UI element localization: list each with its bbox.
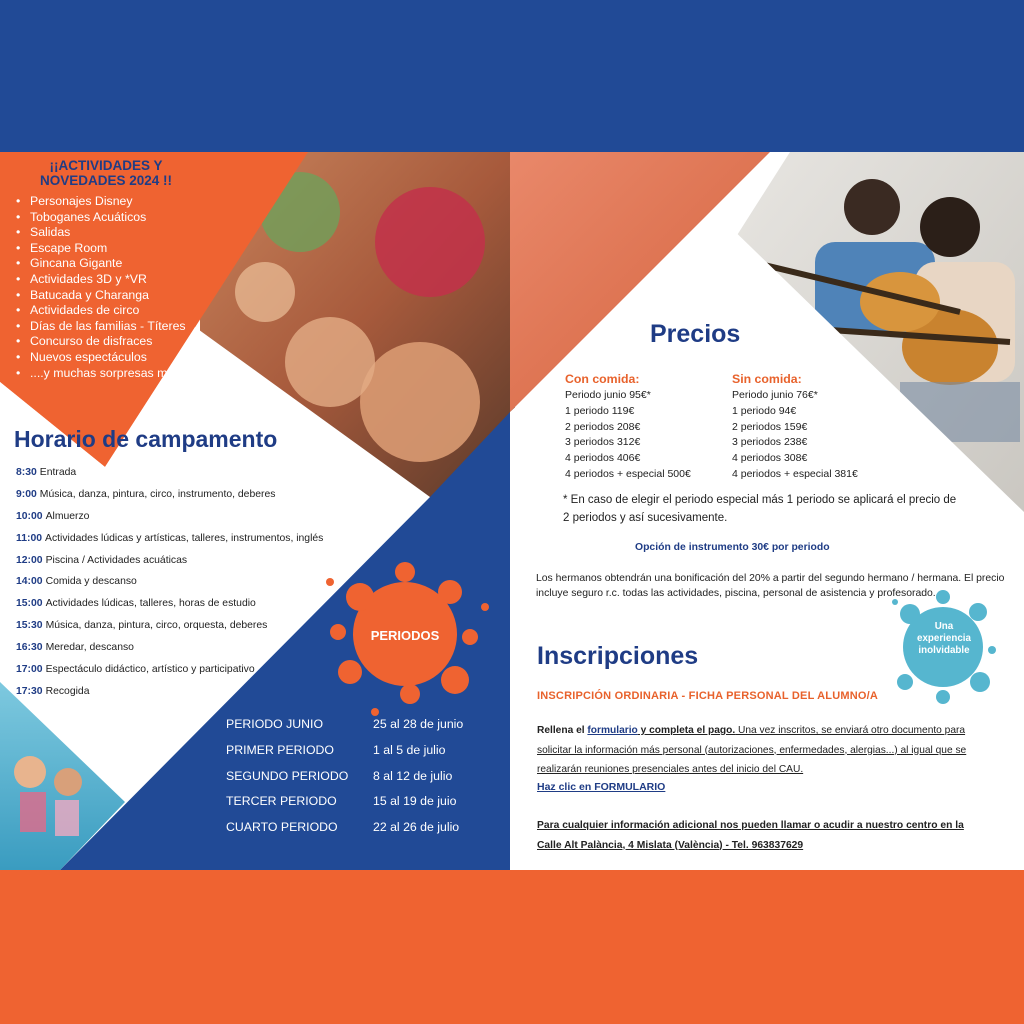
schedule-row: [16, 506, 323, 528]
siblings-discount-text: Los hermanos obtendrán una bonificación del 20% a partir del segundo hermano / hermana. El precio incluye seguro r.c. todas las actividades, piscina, personal de asistencia y profesorado.: [536, 573, 1005, 599]
schedule-activity: Música, danza, pintura, circo, instrumento, deberes: [39, 488, 276, 500]
activity-item: • Batucada y Charanga: [16, 288, 186, 304]
activities-title: [12, 158, 200, 188]
prices-with-meal: [565, 371, 691, 483]
activities-title-line-1: ¡¡ACTIVIDADES Y: [49, 158, 163, 173]
activity-item: • Actividades 3D y *VR: [16, 272, 186, 288]
brochure: [0, 152, 1024, 870]
schedule-time: 8:30: [16, 467, 37, 478]
instructions-rest: Una vez inscritos, se enviará otro documento para solicitar la información más personal (autorizaciones, enfermedades, alergias...) al igual que se realizarán reuniones presenciales antes del inicio del CAU.: [537, 725, 967, 775]
badge-line-2: experiencia: [917, 633, 971, 644]
activity-item: • Concurso de disfraces: [16, 334, 186, 350]
price-row: 4 periodos 406€: [565, 452, 641, 465]
schedule-time: 17:30: [16, 685, 43, 697]
badge-line-3: inolvidable: [918, 645, 970, 656]
activity-item: • ....y muchas sorpresas más!: [16, 366, 186, 382]
schedule-activity: Meredar, descanso: [45, 642, 134, 654]
period-name: SEGUNDO PERIODO: [226, 768, 349, 783]
schedule-row: [16, 659, 323, 681]
schedule-time: 14:00: [16, 576, 43, 588]
price-row: 2 periodos 159€: [732, 420, 808, 433]
schedule-row: [16, 528, 323, 550]
period-name: TERCER PERIODO: [226, 794, 337, 809]
instructions-start: Rellena el: [537, 725, 588, 736]
price-row: 4 periodos + especial 381€: [732, 467, 858, 480]
period-dates: 22 al 26 de julio: [373, 820, 460, 835]
schedule-row: [16, 681, 323, 703]
prices-with-meal-header: Con comida:: [565, 372, 640, 386]
period-dates: 15 al 19 de juio: [373, 794, 457, 809]
price-row: 3 periodos 238€: [732, 436, 808, 449]
contact-info: Para cualquier información adicional nos pueden llamar o acudir a nuestro centro en la Calle Alt Palància, 4 Mislata (València) - Tel. 963837629: [537, 820, 964, 851]
period-dates: 8 al 12 de julio: [373, 768, 453, 783]
period-dates: 1 al 5 de julio: [373, 742, 446, 757]
price-row: 3 periodos 312€: [565, 436, 641, 449]
schedule-activity: Actividades lúdicas, talleres, horas de estudio: [45, 598, 256, 610]
period-row: [226, 716, 463, 742]
activities-list: [16, 194, 186, 381]
form-click-link[interactable]: Haz clic en FORMULARIO: [537, 781, 666, 793]
period-name: PRIMER PERIODO: [226, 742, 334, 757]
price-row: 1 periodo 119€: [565, 404, 635, 417]
schedule-row: [16, 462, 323, 484]
badge-line-1: Una: [934, 621, 954, 632]
price-row: 4 periodos + especial 500€: [565, 467, 691, 480]
schedule-row: [16, 593, 323, 615]
schedule-time: 15:00: [16, 598, 43, 610]
inscriptions-subtitle: INSCRIPCIÓN ORDINARIA - FICHA PERSONAL DEL ALUMNO/A: [537, 690, 879, 702]
schedule-row: [16, 571, 323, 593]
price-row: Periodo junio 76€*: [732, 389, 818, 401]
activities-title-line-2: NOVEDADES 2024 !!: [39, 173, 173, 188]
activity-item: • Gincana Gigante: [16, 256, 186, 272]
price-row: 2 periodos 208€: [565, 420, 641, 433]
schedule-activity: Música, danza, pintura, circo, orquesta, deberes: [45, 620, 268, 632]
schedule-title: Horario de campamento: [14, 426, 278, 452]
schedule-row: [16, 550, 323, 572]
top-band: [0, 0, 1024, 152]
inscriptions-instructions: [537, 721, 982, 780]
price-row: 4 periodos 308€: [732, 452, 808, 465]
schedule-time: 11:00: [16, 532, 43, 544]
activity-item: • Salidas: [16, 225, 186, 241]
price-row: Periodo junio 95€*: [565, 389, 651, 401]
schedule-activity: Piscina / Actividades acuáticas: [45, 554, 188, 566]
bottom-band: [0, 870, 1024, 1024]
schedule-list: [16, 462, 323, 703]
period-name: PERIODO JUNIO: [226, 717, 324, 731]
period-row: [226, 819, 463, 845]
instructions-payment: y completa el pago.: [637, 725, 736, 736]
schedule-row: [16, 637, 323, 659]
period-row: [226, 768, 463, 794]
instrument-option: Opción de instrumento 30€ por periodo: [635, 542, 830, 553]
schedule-time: 9:00: [16, 488, 37, 500]
period-dates: 25 al 28 de junio: [373, 717, 464, 731]
special-period-note: * En caso de elegir el periodo especial más 1 periodo se aplicará el precio de 2 periodos y así sucesivamente.: [563, 494, 957, 524]
inscriptions-title: Inscripciones: [537, 642, 699, 670]
schedule-activity: Entrada: [39, 467, 77, 478]
schedule-activity: Almuerzo: [45, 510, 90, 522]
periods-label: PERIODOS: [370, 628, 440, 643]
schedule-time: 12:00: [16, 554, 43, 566]
activity-item: • Escape Room: [16, 241, 186, 257]
activity-item: • Personajes Disney: [16, 194, 186, 210]
period-name: CUARTO PERIODO: [226, 820, 338, 835]
schedule-activity: Comida y descanso: [45, 576, 137, 588]
schedule-time: 10:00: [16, 510, 43, 522]
schedule-row: [16, 615, 323, 637]
prices-without-meal-header: Sin comida:: [732, 372, 802, 386]
schedule-activity: Espectáculo didáctico, artístico y participativo: [45, 664, 255, 676]
price-row: 1 periodo 94€: [732, 404, 797, 417]
prices-without-meal: [732, 371, 858, 483]
period-row: [226, 793, 463, 819]
activity-item: • Días de las familias - Títeres: [16, 319, 186, 335]
schedule-time: 16:30: [16, 642, 43, 654]
prices-title: Precios: [650, 320, 741, 348]
activity-item: • Toboganes Acuáticos: [16, 210, 186, 226]
schedule-activity: Recogida: [45, 685, 90, 697]
periods-list: [226, 716, 463, 845]
form-link[interactable]: formulario: [587, 725, 638, 736]
activity-item: • Actividades de circo: [16, 303, 186, 319]
period-row: [226, 742, 463, 768]
activity-item: • Nuevos espectáculos: [16, 350, 186, 366]
schedule-time: 15:30: [16, 620, 43, 632]
schedule-activity: Actividades lúdicas y artísticas, talleres, instrumentos, inglés: [45, 532, 324, 544]
schedule-row: [16, 484, 323, 506]
schedule-time: 17:00: [16, 664, 43, 676]
experience-badge: [906, 621, 982, 657]
